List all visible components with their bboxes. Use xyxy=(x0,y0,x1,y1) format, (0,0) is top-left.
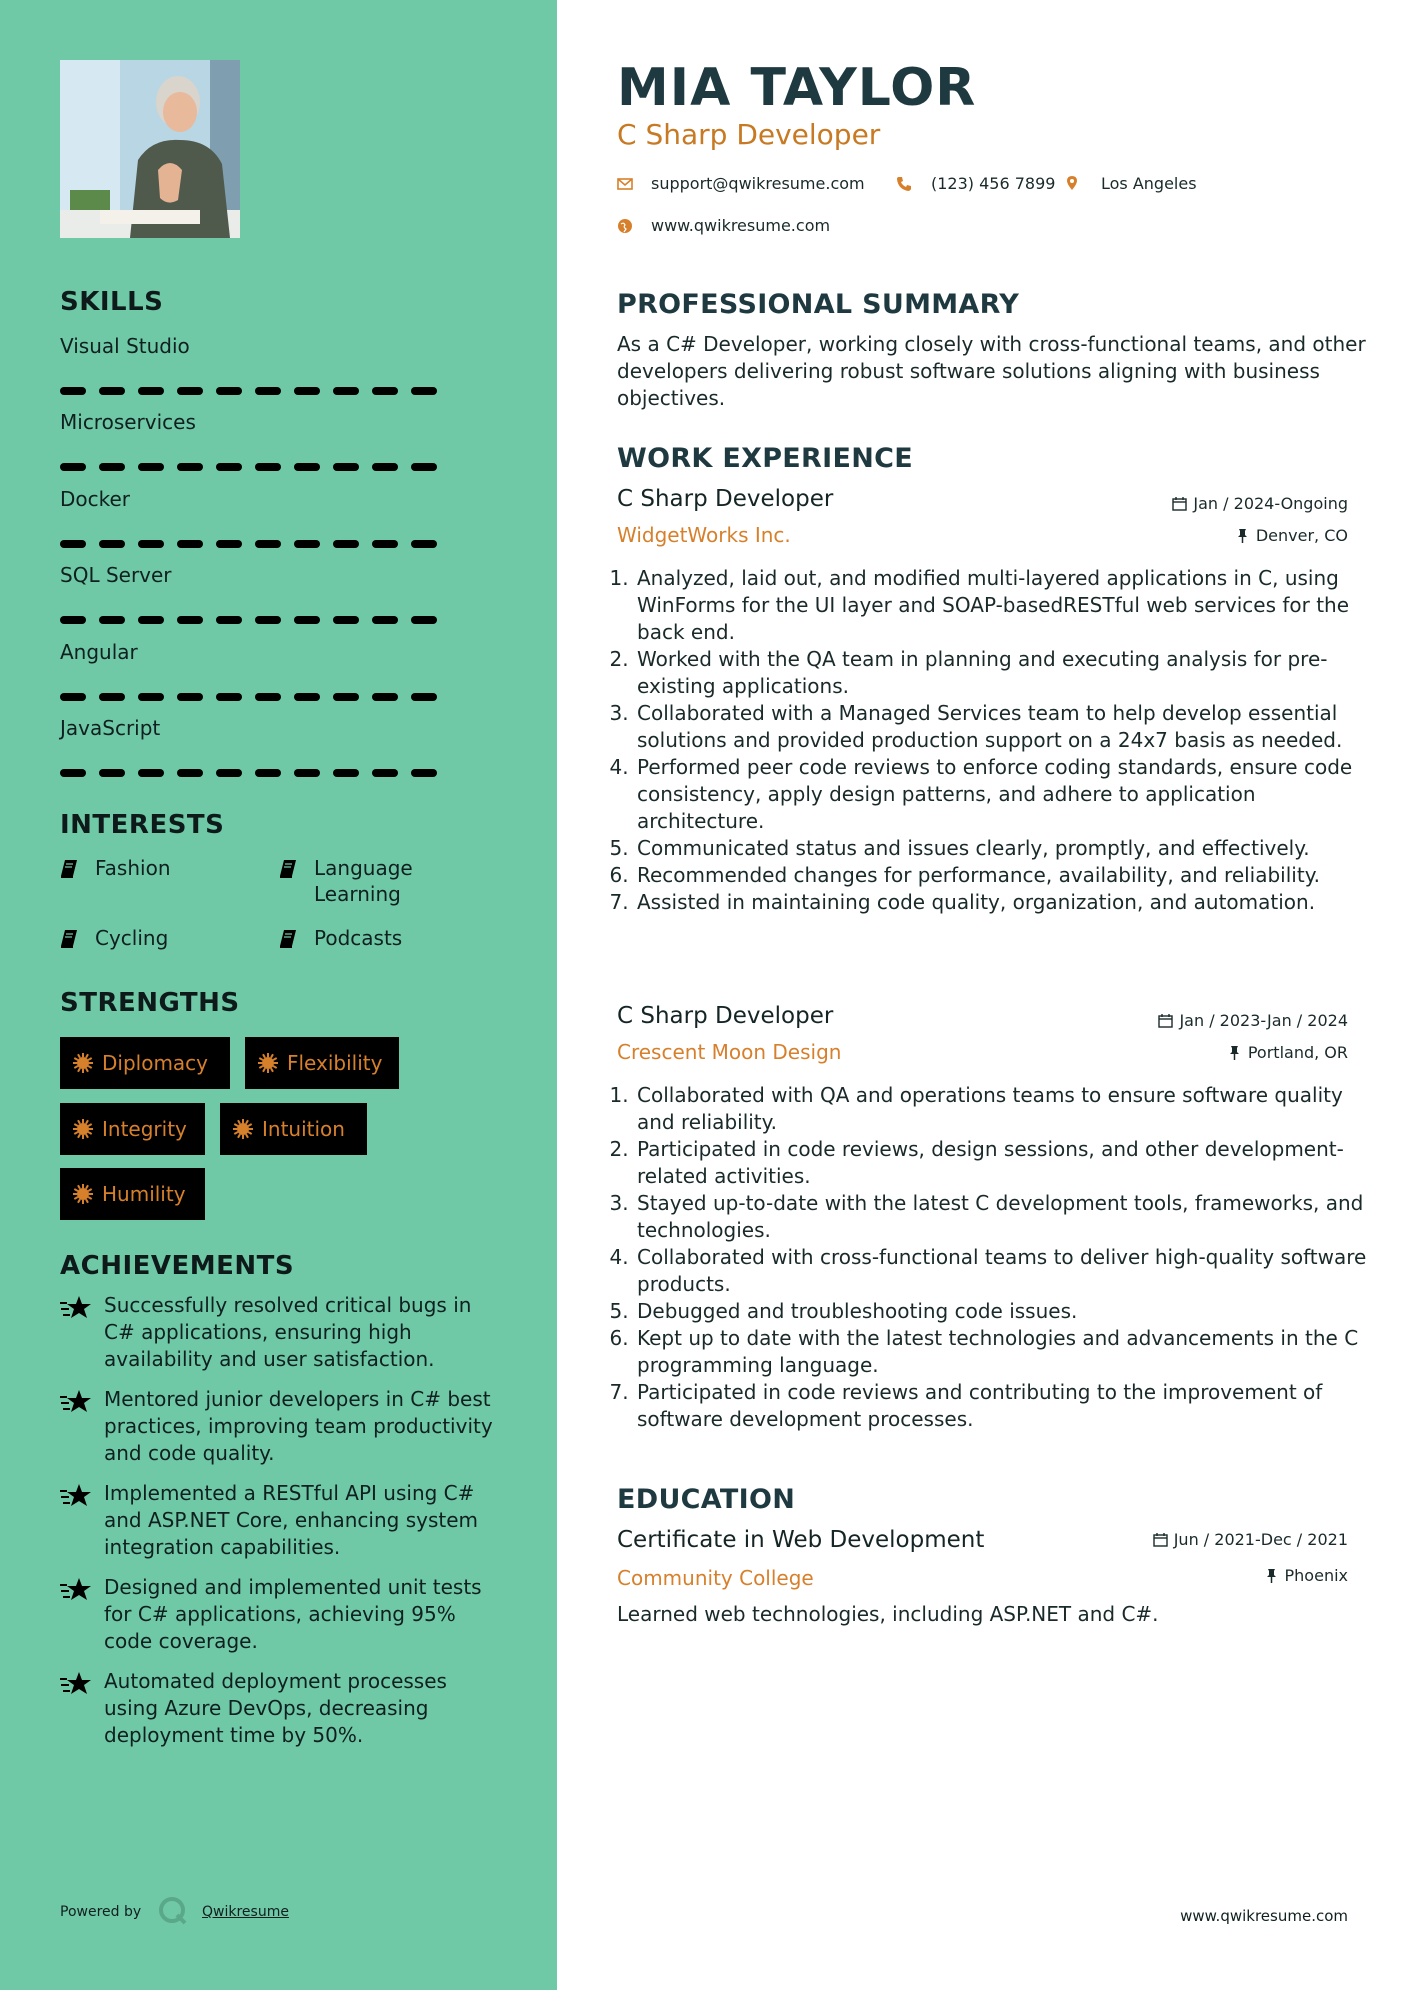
skill-dash xyxy=(99,387,125,395)
skill-dash xyxy=(177,616,203,624)
skill-name: Angular xyxy=(60,639,138,664)
job-company: WidgetWorks Inc. xyxy=(617,523,791,547)
skill-dash xyxy=(99,540,125,548)
skill-dash xyxy=(216,769,242,777)
responsibility-item: 1. Collaborated with QA and operations teams to ensure software quality and reliability. xyxy=(635,1082,1375,1136)
envelope-icon xyxy=(617,176,633,192)
powered-by xyxy=(60,1904,289,1920)
skill-rating xyxy=(60,693,440,701)
skill-dash xyxy=(333,693,359,701)
skill-dash xyxy=(333,540,359,548)
job-location xyxy=(1235,526,1348,545)
skill-item xyxy=(60,487,460,511)
strength-label: Integrity xyxy=(102,1117,187,1141)
skill-name: Visual Studio xyxy=(60,334,190,358)
education-dates xyxy=(1153,1530,1348,1549)
skill-dash xyxy=(60,693,86,701)
education-location xyxy=(1264,1566,1348,1585)
skill-item xyxy=(60,716,460,740)
sidebar xyxy=(0,0,557,1990)
summary-text: As a C# Developer, working closely with cross-functional teams, and other developers delivering robust software solutions aligning with business objectives. xyxy=(617,332,1366,410)
experience-heading: WORK EXPERIENCE xyxy=(617,443,913,474)
skill-dash xyxy=(333,463,359,471)
skill-dash xyxy=(294,769,320,777)
skill-dash xyxy=(372,616,398,624)
skill-dash xyxy=(216,616,242,624)
job-dates xyxy=(1158,1011,1348,1030)
skill-dash xyxy=(60,540,86,548)
responsibility-item: 5. Communicated status and issues clearly, promptly, and effectively. xyxy=(635,835,1375,862)
star-award-icon xyxy=(60,1576,92,1604)
calendar-icon xyxy=(1153,1532,1168,1547)
skill-item xyxy=(60,563,460,587)
skill-dash xyxy=(255,769,281,777)
skill-item xyxy=(60,334,460,358)
skill-dash xyxy=(255,463,281,471)
skill-name: SQL Server xyxy=(60,563,172,588)
skill-dash xyxy=(333,387,359,395)
skill-dash xyxy=(333,769,359,777)
skill-dash xyxy=(294,693,320,701)
strength-badge xyxy=(245,1037,399,1089)
skill-name: JavaScript xyxy=(60,716,161,740)
profile-photo xyxy=(60,60,240,238)
achievement-text: Designed and implemented unit tests for C# applications, achieving 95% code coverage. xyxy=(104,1575,482,1653)
responsibility-item: 6. Recommended changes for performance, availability, and reliability. xyxy=(635,862,1375,889)
book-icon xyxy=(279,859,297,879)
skill-dash xyxy=(333,616,359,624)
candidate-name: MIA TAYLOR xyxy=(617,58,977,118)
pin-icon xyxy=(1227,1045,1242,1060)
job-title: C Sharp Developer xyxy=(617,1003,834,1029)
sun-icon xyxy=(72,1052,94,1074)
responsibility-item: 1. Analyzed, laid out, and modified multi-layered applications in C, using WinForms for the UI layer and SOAP-basedRESTful web services for the back end. xyxy=(635,565,1375,646)
skill-dash xyxy=(60,387,86,395)
qwikresume-logo-icon xyxy=(158,1896,188,1926)
skill-dash xyxy=(60,616,86,624)
skills-heading: SKILLS xyxy=(60,287,164,317)
interests-heading: INTERESTS xyxy=(60,810,225,840)
skill-rating xyxy=(60,769,440,777)
strength-badge xyxy=(60,1168,205,1220)
skill-name: Microservices xyxy=(60,410,196,435)
calendar-icon xyxy=(1172,496,1187,511)
phone-number: (123) 456 7899 xyxy=(931,174,1056,193)
skill-dash xyxy=(99,769,125,777)
education-degree: Certificate in Web Development xyxy=(617,1527,985,1553)
skill-dash xyxy=(177,387,203,395)
website-link[interactable]: www.qwikresume.com xyxy=(651,216,831,235)
strength-label: Diplomacy xyxy=(102,1051,209,1075)
skill-dash xyxy=(411,616,437,624)
education-description: Learned web technologies, including ASP.NET and C#. xyxy=(617,1602,1159,1626)
responsibility-item: 2. Worked with the QA team in planning and executing analysis for pre-existing applications. xyxy=(635,646,1375,700)
skill-dash xyxy=(60,769,86,777)
skill-rating xyxy=(60,616,440,624)
skill-rating xyxy=(60,463,440,471)
skill-dash xyxy=(138,693,164,701)
skill-dash xyxy=(216,540,242,548)
skill-dash xyxy=(255,540,281,548)
job-company: Crescent Moon Design xyxy=(617,1040,842,1064)
skill-dash xyxy=(138,463,164,471)
skill-dash xyxy=(216,693,242,701)
interest-label: Cycling xyxy=(95,926,169,950)
skill-dash xyxy=(372,540,398,548)
calendar-icon xyxy=(1158,1013,1173,1028)
responsibility-item: 4. Performed peer code reviews to enforce coding standards, ensure code consistency, apply design patterns, and adhere to application architecture. xyxy=(635,754,1375,835)
skill-dash xyxy=(294,387,320,395)
strength-label: Intuition xyxy=(262,1117,345,1141)
portrait-image xyxy=(60,60,240,238)
star-award-icon xyxy=(60,1670,92,1698)
strengths-heading: STRENGTHS xyxy=(60,988,240,1018)
responsibility-item: 5. Debugged and troubleshooting code issues. xyxy=(635,1298,1375,1325)
job-location-text: Portland, OR xyxy=(1247,1043,1348,1062)
skill-rating xyxy=(60,387,440,395)
skill-dash xyxy=(372,463,398,471)
skill-dash xyxy=(138,540,164,548)
achievements-heading: ACHIEVEMENTS xyxy=(60,1251,295,1281)
responsibility-item: 7. Participated in code reviews and contributing to the improvement of software development processes. xyxy=(635,1379,1375,1433)
skill-dash xyxy=(177,769,203,777)
strength-label: Flexibility xyxy=(287,1051,383,1075)
book-icon xyxy=(60,929,78,949)
sun-icon xyxy=(72,1183,94,1205)
skill-dash xyxy=(294,463,320,471)
responsibility-item: 4. Collaborated with cross-functional teams to deliver high-quality software products. xyxy=(635,1244,1375,1298)
skill-dash xyxy=(372,387,398,395)
location-text: Los Angeles xyxy=(1101,174,1197,193)
phone-icon xyxy=(896,176,912,192)
strength-badge xyxy=(60,1037,230,1089)
job-responsibilities xyxy=(617,565,1375,916)
skill-dash xyxy=(294,540,320,548)
responsibility-item: 2. Participated in code reviews, design sessions, and other development-related activities. xyxy=(635,1136,1375,1190)
book-icon xyxy=(279,929,297,949)
job-title: C Sharp Developer xyxy=(617,486,834,512)
strength-badge xyxy=(220,1103,367,1155)
job-location xyxy=(1227,1043,1348,1062)
star-award-icon xyxy=(60,1294,92,1322)
skill-dash xyxy=(411,540,437,548)
sun-icon xyxy=(257,1052,279,1074)
skill-dash xyxy=(255,616,281,624)
skill-dash xyxy=(177,540,203,548)
responsibility-item: 3. Stayed up-to-date with the latest C development tools, frameworks, and technologies. xyxy=(635,1190,1375,1244)
email-link[interactable]: support@qwikresume.com xyxy=(651,174,865,193)
skill-dash xyxy=(411,769,437,777)
skill-dash xyxy=(216,463,242,471)
skill-dash xyxy=(177,693,203,701)
responsibility-item: 7. Assisted in maintaining code quality, organization, and automation. xyxy=(635,889,1375,916)
achievement-text: Successfully resolved critical bugs in C# applications, ensuring high availability and user satisfaction. xyxy=(104,1293,472,1371)
skill-dash xyxy=(255,387,281,395)
star-award-icon xyxy=(60,1482,92,1510)
skill-dash xyxy=(294,616,320,624)
job-responsibilities xyxy=(617,1082,1375,1433)
skill-dash xyxy=(99,463,125,471)
pin-icon xyxy=(1264,1568,1279,1583)
skill-dash xyxy=(99,693,125,701)
job-dates-text: Jan / 2024-Ongoing xyxy=(1193,494,1348,513)
interest-label: Language Learning xyxy=(314,856,413,906)
skill-dash xyxy=(99,616,125,624)
achievement-text: Mentored junior developers in C# best practices, improving team productivity and code quality. xyxy=(104,1387,493,1465)
skill-item xyxy=(60,410,460,434)
globe-icon xyxy=(617,218,633,234)
interest-label: Podcasts xyxy=(314,926,403,950)
sun-icon xyxy=(232,1118,254,1140)
qwikresume-link[interactable]: Qwikresume xyxy=(202,1904,289,1920)
sun-icon xyxy=(72,1118,94,1140)
skill-dash xyxy=(372,769,398,777)
strength-badge xyxy=(60,1103,205,1155)
skill-dash xyxy=(411,693,437,701)
skill-name: Docker xyxy=(60,486,131,511)
skill-dash xyxy=(60,463,86,471)
map-pin-icon xyxy=(1064,175,1080,191)
main-content xyxy=(557,0,1407,1990)
strength-label: Humility xyxy=(102,1182,186,1206)
skill-dash xyxy=(255,693,281,701)
skill-dash xyxy=(138,616,164,624)
achievement-text: Implemented a RESTful API using C# and ASP.NET Core, enhancing system integration capabilities. xyxy=(104,1481,479,1559)
summary-heading: PROFESSIONAL SUMMARY xyxy=(617,289,1020,320)
skill-dash xyxy=(138,769,164,777)
achievement-text: Automated deployment processes using Azure DevOps, decreasing deployment time by 50%. xyxy=(104,1669,447,1747)
skill-dash xyxy=(177,463,203,471)
skill-dash xyxy=(216,387,242,395)
education-school: Community College xyxy=(617,1566,814,1590)
skill-dash xyxy=(411,387,437,395)
job-location-text: Denver, CO xyxy=(1255,526,1348,545)
job-dates xyxy=(1172,494,1348,513)
interest-label: Fashion xyxy=(95,856,171,880)
star-award-icon xyxy=(60,1388,92,1416)
skill-dash xyxy=(372,693,398,701)
book-icon xyxy=(60,859,78,879)
skill-item xyxy=(60,640,460,664)
skill-dash xyxy=(138,387,164,395)
footer-website[interactable]: www.qwikresume.com xyxy=(1180,1907,1348,1925)
candidate-role: C Sharp Developer xyxy=(617,118,881,151)
education-location-text: Phoenix xyxy=(1284,1566,1348,1585)
skill-dash xyxy=(411,463,437,471)
powered-by-label: Powered by xyxy=(60,1904,142,1920)
responsibility-item: 3. Collaborated with a Managed Services team to help develop essential solutions and provided production support on a 24x7 basis as needed. xyxy=(635,700,1375,754)
education-heading: EDUCATION xyxy=(617,1484,796,1515)
pin-icon xyxy=(1235,528,1250,543)
job-dates-text: Jan / 2023-Jan / 2024 xyxy=(1179,1011,1348,1030)
responsibility-item: 6. Kept up to date with the latest technologies and advancements in the C programming language. xyxy=(635,1325,1375,1379)
education-dates-text: Jun / 2021-Dec / 2021 xyxy=(1173,1530,1348,1549)
skill-rating xyxy=(60,540,440,548)
